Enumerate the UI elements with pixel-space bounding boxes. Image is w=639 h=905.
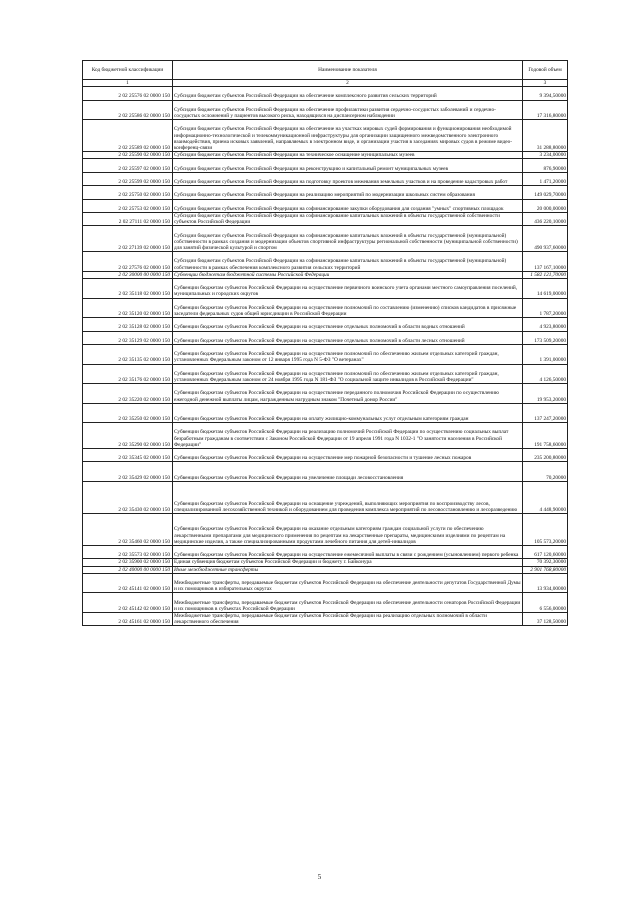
row-code: 2 02 45142 02 0000 150 <box>83 593 173 613</box>
row-value: 2 901 768,80000 <box>523 566 568 573</box>
table-row <box>83 100 568 120</box>
row-code: 2 02 35118 02 0000 150 <box>83 278 173 298</box>
row-value: 617 120,60000 <box>523 546 568 559</box>
header-code: Код бюджетной классификации <box>83 61 173 80</box>
page-number: 5 <box>317 873 322 881</box>
table-row <box>83 331 568 344</box>
table-row <box>83 573 568 593</box>
row-value: 1 391,00000 <box>523 344 568 364</box>
table-row <box>83 252 568 272</box>
row-value: 37 128,50000 <box>523 613 568 626</box>
row-name: Межбюджетные трансферты, передаваемые бюджетам субъектов Российской Федерации на обеспечение деятельности депутатов Государственной Думы и их помощников в избирательных округах <box>173 573 523 593</box>
table-row <box>83 226 568 252</box>
row-name: Субсидии бюджетам субъектов Российской Федерации на софинансирование капитальных вложений в объекты государственной (муниципальной) собственности в рамках обеспечения комплексного развития сельских территорий <box>173 252 523 272</box>
row-name: Субвенции бюджетам субъектов Российской Федерации на осуществление полномочий по обеспечению жильем отдельных категорий граждан, установленных Федеральным законом от 12 января 1995 года N 5-ФЗ "О ветеранах" <box>173 344 523 364</box>
row-code: 2 02 40000 00 0000 150 <box>83 566 173 573</box>
budget-table <box>82 60 568 626</box>
row-code: 2 02 30000 00 0000 150 <box>83 271 173 278</box>
row-name: Субвенции бюджетам субъектов Российской Федерации на осуществление переданного полномочия Российской Федерации по осуществлению ежегодной денежной выплаты лицам, награжденным нагрудным знаком "Почетный донор России" <box>173 384 523 404</box>
row-code: 2 02 35430 02 0000 150 <box>83 482 173 514</box>
table-row <box>83 566 568 573</box>
row-value: 3 234,00000 <box>523 152 568 159</box>
row-name: Субсидии бюджетам субъектов Российской Федерации на обеспечение комплексного развития сельских территорий <box>173 87 523 100</box>
budget-table-page <box>82 60 567 626</box>
column-number-1: 1 <box>83 80 173 87</box>
table-row <box>83 384 568 404</box>
table-row <box>83 546 568 559</box>
table-row <box>83 271 568 278</box>
row-code: 2 02 25753 02 0000 150 <box>83 199 173 212</box>
row-value: 70 392,30000 <box>523 559 568 566</box>
row-name: Субсидии бюджетам субъектов Российской Федерации на обеспечение на участках мировых судей формирования и функционирования необходимой информационно-технологической и телекоммуникационной инфраструктуры для организации защищенного межведомственного электронного взаимодействия, приема исковых заявлений, направляемых в электронном виде, и организации участия в заседаниях мировых судов в режиме видео-конференц-связи <box>173 120 523 152</box>
row-code: 2 02 35250 02 0000 150 <box>83 403 173 423</box>
row-name: Субвенции бюджетам субъектов Российской Федерации на осуществление отдельных полномочий в области водных отношений <box>173 318 523 331</box>
table-row <box>83 298 568 318</box>
row-name: Субсидии бюджетам субъектов Российской Федерации на техническое оснащение муниципальных музеев <box>173 152 523 159</box>
table-row <box>83 199 568 212</box>
row-code: 2 02 27139 02 0000 150 <box>83 226 173 252</box>
row-code: 2 02 35135 02 0000 150 <box>83 344 173 364</box>
row-code: 2 02 25586 02 0000 150 <box>83 100 173 120</box>
row-name: Субвенции бюджетам субъектов Российской Федерации на оснащение учреждений, выполняющих мероприятия по воспроизводству лесов, специализированной лесохозяйственной техникой и оборудованием для проведения комплекса мероприятий по лесовосстановлению и лесоразведению <box>173 482 523 514</box>
row-code: 2 02 35345 02 0000 150 <box>83 449 173 462</box>
row-value: 70,20000 <box>523 462 568 482</box>
row-value: 31 288,80000 <box>523 120 568 152</box>
row-code: 2 02 35129 02 0000 150 <box>83 331 173 344</box>
table-row <box>83 120 568 152</box>
row-code: 2 02 25576 02 0000 150 <box>83 87 173 100</box>
row-name: Субвенции бюджетам субъектов Российской Федерации на осуществление ежемесячной выплаты в связи с рождением (усыновлением) первого ребенка <box>173 546 523 559</box>
table-header-row <box>83 61 568 80</box>
row-value: 1 471,20000 <box>523 172 568 185</box>
row-name: Субвенции бюджетам субъектов Российской Федерации на увеличение площади лесовосстановления <box>173 462 523 482</box>
row-value: 191 758,60000 <box>523 423 568 449</box>
row-code: 2 02 35128 02 0000 150 <box>83 318 173 331</box>
row-name: Иные межбюджетные трансферты <box>173 566 523 573</box>
row-name: Субсидии бюджетам субъектов Российской Федерации на обеспечение профилактики развития сердечно-сосудистых заболеваний и сердечно-сосудистых осложнений у пациентов высокого риска, находящихся на диспансерном наблюдении <box>173 100 523 120</box>
row-code: 2 02 27576 02 0000 150 <box>83 252 173 272</box>
table-row <box>83 449 568 462</box>
row-name: Субвенции бюджетам субъектов Российской Федерации на осуществление полномочий по составлению (изменению) списков кандидатов в присяжные заседатели федеральных судов общей юрисдикции в Российской Федерации <box>173 298 523 318</box>
row-value: 4 126,50000 <box>523 364 568 384</box>
row-name: Субвенции бюджетам субъектов Российской Федерации на осуществление отдельных полномочий в области лесных отношений <box>173 331 523 344</box>
row-code: 2 02 27111 02 0000 150 <box>83 212 173 225</box>
row-value: 149 029,70000 <box>523 186 568 199</box>
header-name: Наименование показателя <box>173 61 523 80</box>
table-row <box>83 364 568 384</box>
row-value: 137 247,20000 <box>523 403 568 423</box>
row-code: 2 02 35460 02 0000 150 <box>83 514 173 546</box>
row-code: 2 02 35120 02 0000 150 <box>83 298 173 318</box>
row-value: 6 556,00000 <box>523 593 568 613</box>
row-name: Межбюджетные трансферты, передаваемые бюджетам субъектов Российской Федерации на реализацию отдельных полномочий в области лекарственного обеспечения <box>173 613 523 626</box>
table-row <box>83 278 568 298</box>
row-name: Субвенции бюджетам субъектов Российской Федерации на осуществление мер пожарной безопасности и тушение лесных пожаров <box>173 449 523 462</box>
table-row <box>83 172 568 185</box>
row-code: 2 02 35429 02 0000 150 <box>83 462 173 482</box>
table-row <box>83 593 568 613</box>
row-name: Субсидии бюджетам субъектов Российской Федерации на реализацию мероприятий по модернизации школьных систем образования <box>173 186 523 199</box>
row-code: 2 02 25589 02 0000 150 <box>83 120 173 152</box>
table-row <box>83 559 568 566</box>
row-value: 173 509,20000 <box>523 331 568 344</box>
row-code: 2 02 35176 02 0000 150 <box>83 364 173 384</box>
table-row <box>83 403 568 423</box>
row-name: Субсидии бюджетам субъектов Российской Федерации на софинансирование капитальных вложений в объекты государственной (муниципальной) собственности в рамках создания и модернизации объектов спортивной инфраструктуры региональной собственности (муниципальной собственности) для занятий физической культурой и спортом <box>173 226 523 252</box>
row-code: 2 02 35220 02 0000 150 <box>83 384 173 404</box>
row-value: 235 200,80000 <box>523 449 568 462</box>
row-name: Субвенции бюджетам субъектов Российской Федерации на оказание отдельным категориям граждан социальной услуги по обеспечению лекарственными препаратами для медицинского применения по рецептам на лекарственные препараты, медицинскими изделиями по рецептам на медицинские изделия, а также специализированными продуктами лечебного питания для детей-инвалидов <box>173 514 523 546</box>
row-name: Субвенции бюджетам бюджетной системы Российской Федерации <box>173 271 523 278</box>
table-row <box>83 318 568 331</box>
table-row <box>83 186 568 199</box>
row-value: 137 167,10000 <box>523 252 568 272</box>
table-body <box>83 87 568 626</box>
row-name: Субсидии бюджетам субъектов Российской Федерации на софинансирование капитальных вложений в объекты государственной собственности субъектов Российской Федерации <box>173 212 523 225</box>
row-value: 20 000,00000 <box>523 199 568 212</box>
table-row <box>83 212 568 225</box>
row-value: 490 937,60000 <box>523 226 568 252</box>
row-code: 2 02 35290 02 0000 150 <box>83 423 173 449</box>
column-number-2: 2 <box>173 80 523 87</box>
row-name: Единая субвенция бюджетам субъектов Российской Федерации и бюджету г. Байконура <box>173 559 523 566</box>
row-name: Субвенции бюджетам субъектов Российской Федерации на осуществление первичного воинского учета органами местного самоуправления поселений, муниципальных и городских округов <box>173 278 523 298</box>
column-number-3: 3 <box>523 80 568 87</box>
table-row <box>83 514 568 546</box>
row-code: 2 02 45141 02 0000 150 <box>83 573 173 593</box>
table-row <box>83 423 568 449</box>
table-row <box>83 613 568 626</box>
row-value: 17 316,80000 <box>523 100 568 120</box>
row-value: 19 953,20000 <box>523 384 568 404</box>
row-name: Межбюджетные трансферты, передаваемые бюджетам субъектов Российской Федерации на обеспечение деятельности сенаторов Российской Федерации и их помощников в субъектах Российской Федерации <box>173 593 523 613</box>
row-name: Субвенции бюджетам субъектов Российской Федерации на реализацию полномочий Российской Федерации по осуществлению социальных выплат безработным гражданам в соответствии с Законом Российской Федерации от 19 апреля 1991 года N 1032-1 "О занятости населения в Российской Федерации" <box>173 423 523 449</box>
row-value: 105 573,20000 <box>523 514 568 546</box>
row-code: 2 02 35573 02 0000 150 <box>83 546 173 559</box>
row-name: Субвенции бюджетам субъектов Российской Федерации на оплату жилищно-коммунальных услуг отдельным категориям граждан <box>173 403 523 423</box>
row-value: 9 394,50000 <box>523 87 568 100</box>
row-name: Субсидии бюджетам субъектов Российской Федерации на реконструкцию и капитальный ремонт муниципальных музеев <box>173 159 523 172</box>
table-column-numbers-row <box>83 80 568 87</box>
table-row <box>83 482 568 514</box>
table-row <box>83 462 568 482</box>
row-value: 4 448,90000 <box>523 482 568 514</box>
header-volume: Годовой объем <box>523 61 568 80</box>
row-value: 1 787,20000 <box>523 298 568 318</box>
row-name: Субвенции бюджетам субъектов Российской Федерации на осуществление полномочий по обеспечению жильем отдельных категорий граждан, установленных Федеральным законом от 24 ноября 1995 года N 181-ФЗ "О социальной защите инвалидов в Российской Федерации" <box>173 364 523 384</box>
row-value: 14 619,00000 <box>523 278 568 298</box>
row-value: 1 582 121,70000 <box>523 271 568 278</box>
table-row <box>83 87 568 100</box>
row-code: 2 02 45161 02 0000 150 <box>83 613 173 626</box>
table-row <box>83 152 568 159</box>
row-code: 2 02 35900 02 0000 150 <box>83 559 173 566</box>
row-value: 4 923,80000 <box>523 318 568 331</box>
row-code: 2 02 25750 02 0000 150 <box>83 186 173 199</box>
row-value: 13 934,00000 <box>523 573 568 593</box>
table-row <box>83 159 568 172</box>
row-code: 2 02 25597 02 0000 150 <box>83 159 173 172</box>
row-name: Субсидии бюджетам субъектов Российской Федерации на софинансирование закупки оборудования для создания "умных" спортивных площадок <box>173 199 523 212</box>
row-code: 2 02 25599 02 0000 150 <box>83 172 173 185</box>
table-row <box>83 344 568 364</box>
row-value: 876,90000 <box>523 159 568 172</box>
row-code: 2 02 25590 02 0000 150 <box>83 152 173 159</box>
row-name: Субсидии бюджетам субъектов Российской Федерации на подготовку проектов межевания земельных участков и на проведение кадастровых работ <box>173 172 523 185</box>
row-value: 436 220,10000 <box>523 212 568 225</box>
